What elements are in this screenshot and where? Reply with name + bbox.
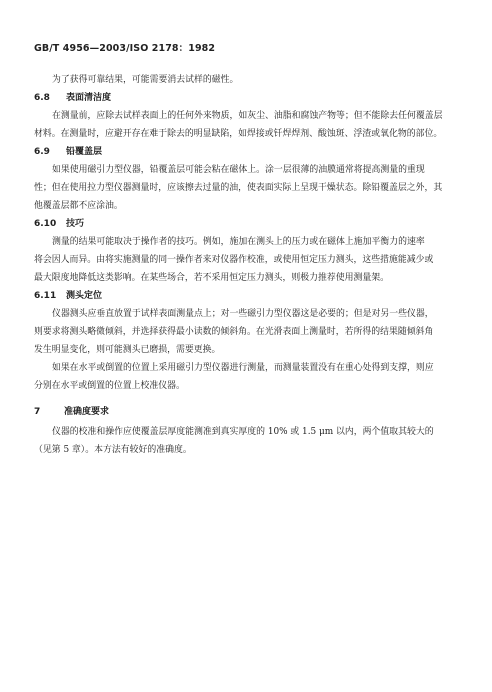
section-title: 表面清洁度 — [66, 93, 112, 103]
section-heading-7 — [34, 406, 466, 418]
section-title: 准确度要求 — [64, 407, 110, 417]
section-number: 6.9 — [34, 147, 50, 157]
paragraph-line: 仪器测头应垂直放置于试样表面测量点上；对一些磁引力型仪器这是必要的；但是对另一些仪器， — [52, 309, 434, 319]
paragraph-line: 将会因人而异。由将实施测量的同一操作者来对仪器作校准，或使用恒定压力测头，这些措施能减少或 — [34, 255, 434, 265]
section-number: 6.11 — [34, 291, 57, 301]
standard-header: GB/T 4956—2003/ISO 2178：1982 — [34, 43, 216, 54]
section-title: 铅覆盖层 — [66, 147, 103, 157]
section-heading-6-11 — [34, 290, 466, 302]
paragraph-line: 如果在水平或倒置的位置上采用磁引力型仪器进行测量，而测量装置没有在重心处得到支撑，则应 — [52, 363, 434, 373]
section-title: 技巧 — [66, 219, 85, 229]
section-heading-6-9 — [34, 146, 466, 158]
section-heading-6-8 — [34, 92, 466, 104]
paragraph-line: 最大限度地降低这类影响。在某些场合，若不采用恒定压力测头，则极力推荐使用测量架。 — [34, 273, 389, 283]
section-number: 6.8 — [34, 93, 50, 103]
paragraph-line: 测量的结果可能取决于操作者的技巧。例如，施加在测头上的压力或在磁体上施加平衡力的速率 — [52, 237, 425, 247]
paragraph-line: 分别在水平或倒置的位置上校准仪器。 — [34, 381, 185, 391]
paragraph-line: 则要求将测头略微倾斜，并选择获得最小读数的倾斜角。在光滑表面上测量时，若所得的结果随倾斜角 — [34, 327, 434, 337]
paragraph-line: 仪器的校准和操作应使覆盖层厚度能测准到真实厚度的 10% 或 1.5 μm 以内，两个值取其较大的 — [52, 427, 434, 437]
section-number: 7 — [34, 407, 41, 417]
section-number: 6.10 — [34, 219, 57, 229]
section-title: 测头定位 — [66, 291, 103, 301]
paragraph-line: 在测量前，应除去试样表面上的任何外来物质，如灰尘、油脂和腐蚀产物等；但不能除去任何覆盖层 — [52, 111, 443, 121]
paragraph-line: 性；但在使用拉力型仪器测量时，应该擦去过量的油，使表面实际上呈现干燥状态。除铅覆盖层之外，其 — [34, 183, 443, 193]
paragraph-line: 如果使用磁引力型仪器，铅覆盖层可能会粘在磁体上。涂一层很薄的油膜通常将提高测量的重现 — [52, 165, 425, 175]
paragraph-line: （见第 5 章）。本方法有较好的准确度。 — [34, 445, 192, 455]
paragraph-line: 为了获得可靠结果，可能需要消去试样的磁性。 — [52, 75, 239, 85]
paragraph-line: 他覆盖层都不应涂油。 — [34, 201, 123, 211]
paragraph-line: 发生明显变化，则可能测头已磨损，需要更换。 — [34, 345, 221, 355]
paragraph-line: 材料。在测量时，应避开存在难于除去的明显缺陷，如焊接或钎焊焊剂、酸蚀斑、浮渣或氧化物的部位。 — [34, 129, 443, 139]
section-heading-6-10 — [34, 218, 466, 230]
